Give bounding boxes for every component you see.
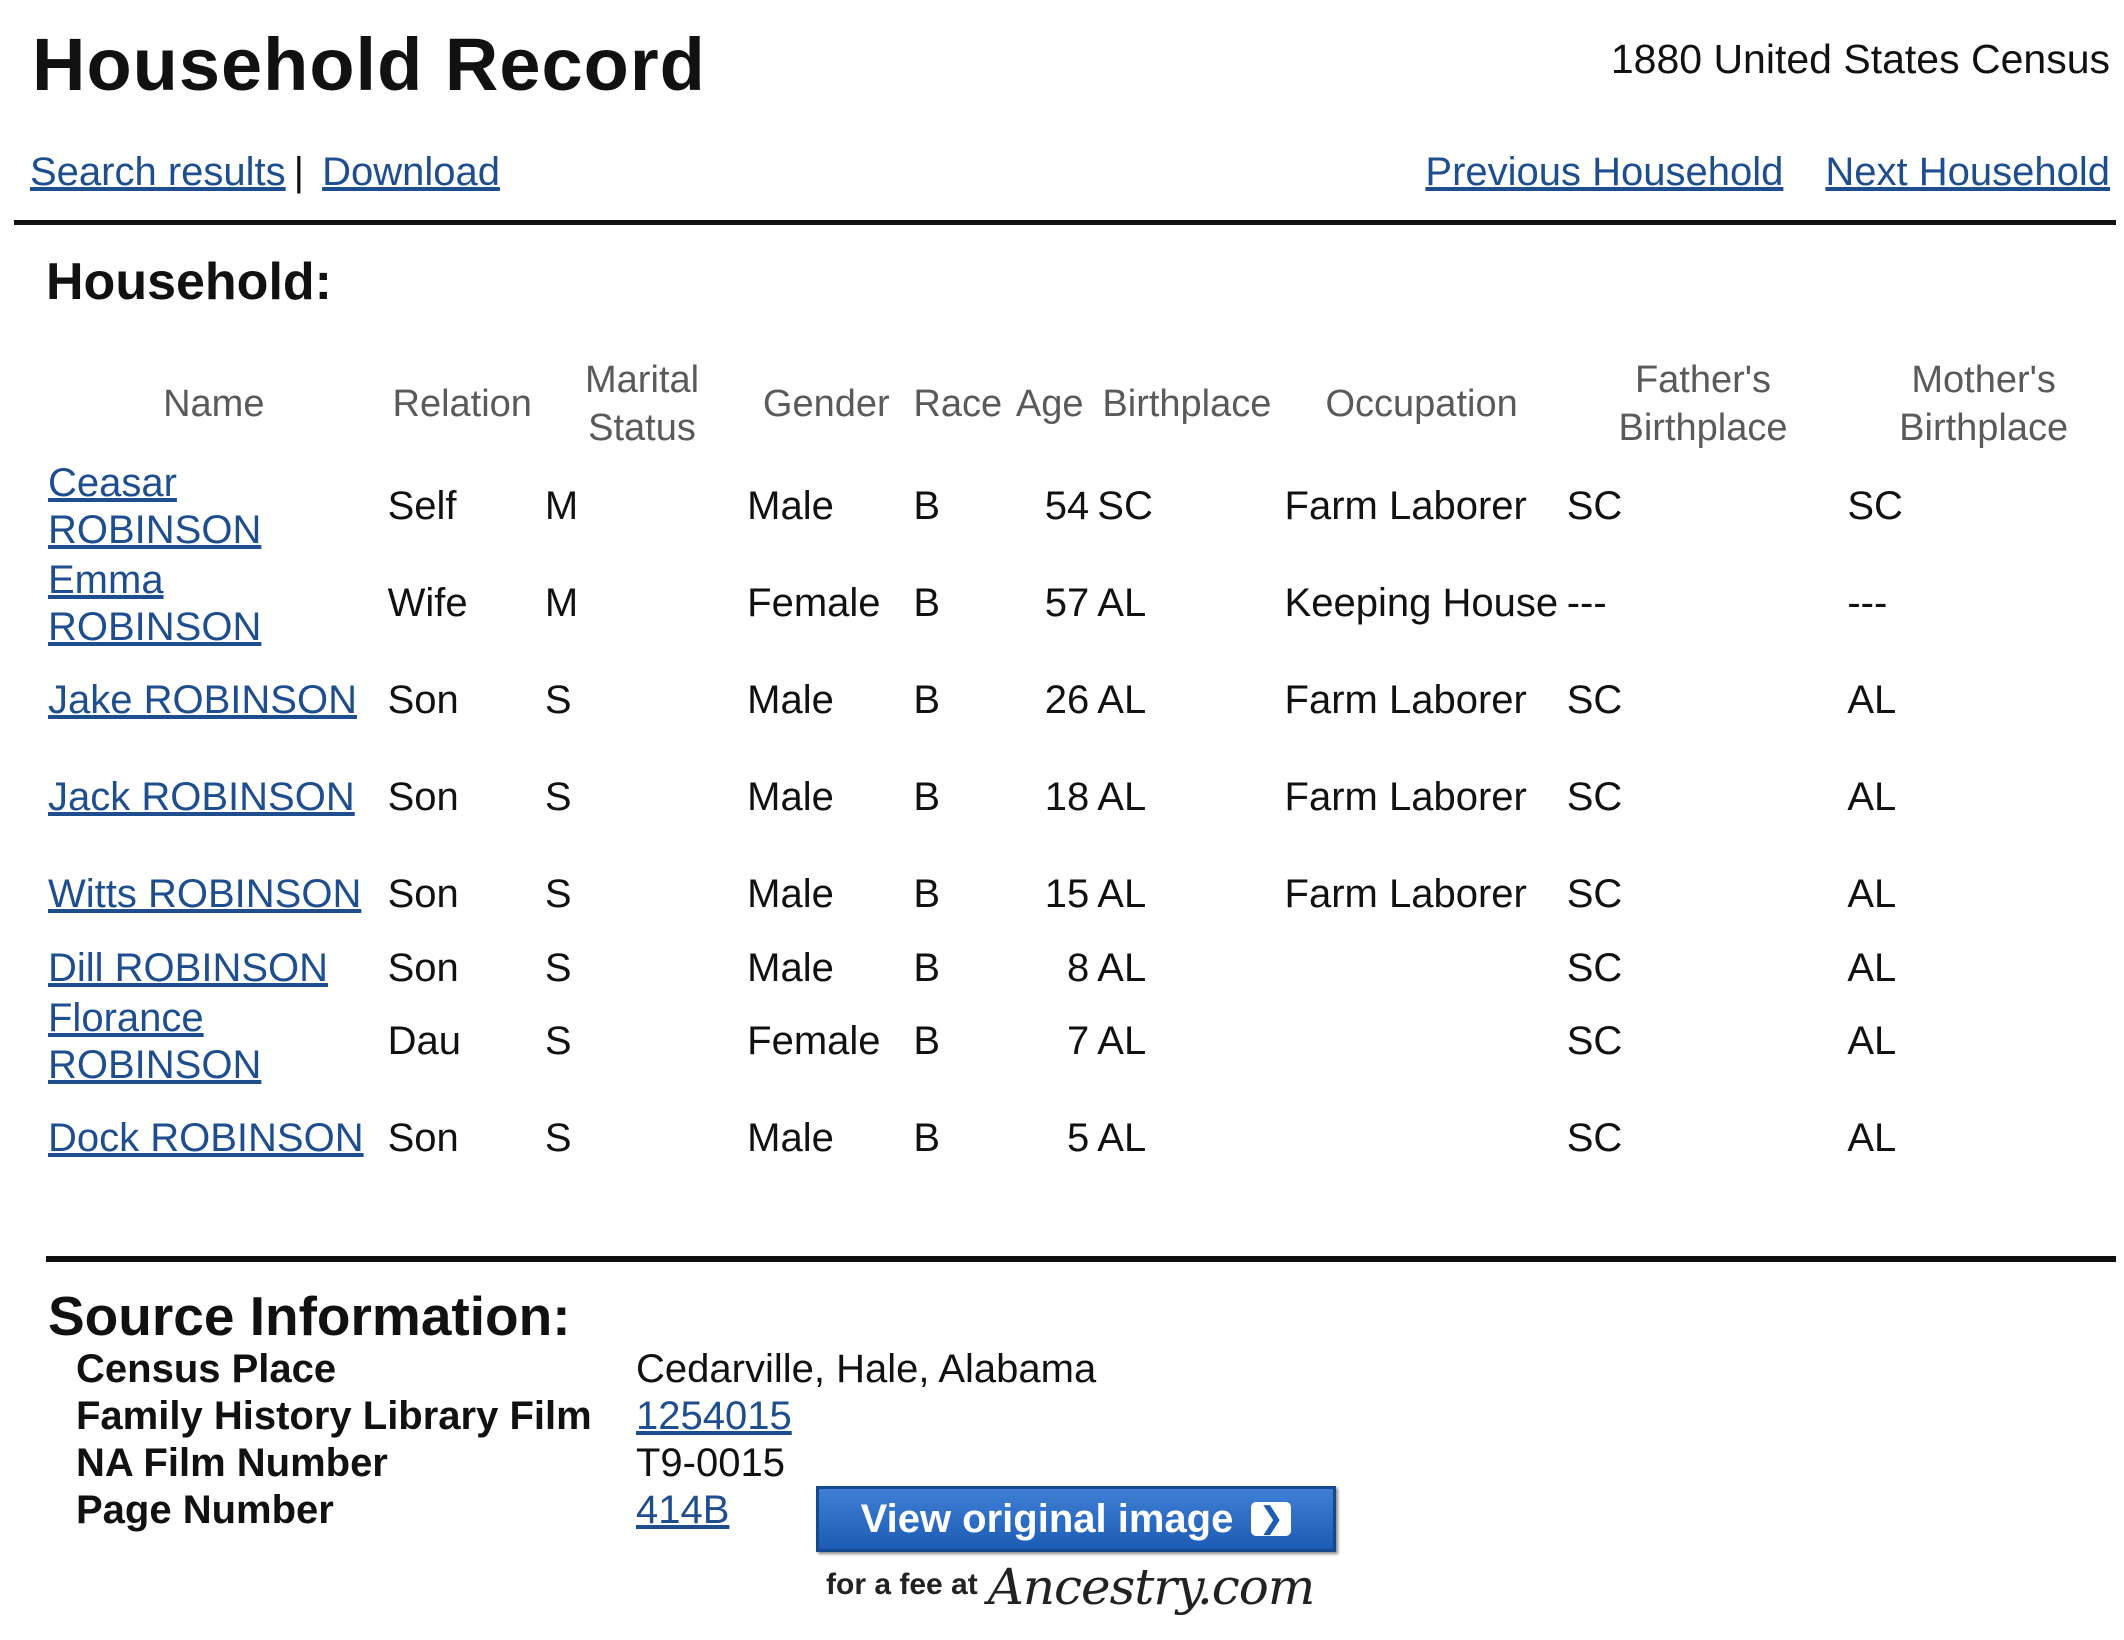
- marital-status-cell: S: [544, 945, 572, 990]
- birthplace-cell: AL: [1097, 1116, 1147, 1160]
- occupation-cell: [1281, 1090, 1563, 1187]
- nav-left: [30, 150, 500, 195]
- fhl-film-label: Family History Library Film: [76, 1394, 592, 1438]
- page-title: Household Record: [32, 23, 706, 106]
- gender-cell: Female: [747, 581, 881, 625]
- table-row: [44, 846, 2124, 943]
- table-row: [44, 555, 2124, 652]
- fathers-birthplace-cell: SC: [1566, 872, 1623, 916]
- fathers-birthplace-cell: ---: [1566, 581, 1607, 625]
- gender-cell: Male: [747, 678, 834, 722]
- arrow-right-icon: ❯: [1251, 1502, 1291, 1536]
- mothers-birthplace-cell: SC: [1847, 484, 1903, 528]
- fathers-birthplace-cell: SC: [1566, 775, 1623, 819]
- page-number-label: Page Number: [76, 1488, 334, 1532]
- gender-cell: Male: [747, 484, 834, 528]
- bottom-divider: [46, 1256, 2116, 1262]
- birthplace-cell: AL: [1097, 1019, 1147, 1063]
- table-row: [44, 993, 2124, 1090]
- occupation-cell: Farm Laborer: [1284, 872, 1527, 916]
- race-cell: B: [913, 678, 941, 722]
- gender-cell: Male: [747, 1116, 834, 1160]
- household-table: [44, 350, 2124, 1187]
- age-cell: 26: [1044, 678, 1090, 722]
- mothers-birthplace-cell: ---: [1847, 581, 1888, 625]
- table-row: [44, 749, 2124, 846]
- occupation-cell: [1281, 943, 1563, 993]
- relation-cell: Self: [387, 484, 457, 528]
- marital-status-cell: M: [544, 581, 579, 625]
- age-cell: 15: [1044, 872, 1090, 916]
- relation-cell: Son: [387, 945, 459, 990]
- household-rows: [44, 458, 2124, 1187]
- age-cell: 5: [1067, 1116, 1090, 1160]
- na-film-value: T9-0015: [636, 1441, 785, 1485]
- member-name-link[interactable]: Dock ROBINSON: [48, 1116, 364, 1160]
- member-name-link[interactable]: Ceasar ROBINSON: [48, 460, 262, 552]
- race-cell: B: [913, 945, 941, 990]
- birthplace-cell: SC: [1097, 484, 1153, 528]
- view-original-image-button[interactable]: [816, 1486, 1336, 1552]
- fathers-birthplace-cell: SC: [1566, 1116, 1623, 1160]
- table-row: [44, 1090, 2124, 1187]
- table-row: [44, 458, 2124, 555]
- census-place-value: Cedarville, Hale, Alabama: [636, 1347, 1097, 1391]
- column-header-mothers-birthplace: Mother's Birthplace: [1899, 359, 2069, 449]
- birthplace-cell: AL: [1097, 581, 1147, 625]
- source-row-census-place: [76, 1346, 1096, 1393]
- source-heading: Source Information:: [48, 1285, 571, 1347]
- search-results-link[interactable]: Search results: [30, 150, 286, 194]
- marital-status-cell: S: [544, 775, 572, 819]
- table-header-row: [44, 350, 2124, 458]
- race-cell: B: [913, 1019, 941, 1063]
- column-header-name: Name: [163, 383, 265, 425]
- mothers-birthplace-cell: AL: [1847, 872, 1897, 916]
- marital-status-cell: S: [544, 1116, 572, 1160]
- occupation-cell: Farm Laborer: [1284, 678, 1527, 722]
- mothers-birthplace-cell: AL: [1847, 678, 1897, 722]
- gender-cell: Female: [747, 1019, 881, 1063]
- nav-right: [1425, 150, 2110, 195]
- gender-cell: Male: [747, 872, 834, 916]
- occupation-cell: Farm Laborer: [1284, 484, 1527, 528]
- column-header-race: Race: [913, 383, 1003, 425]
- marital-status-cell: S: [544, 1019, 572, 1063]
- nav-separator: |: [293, 150, 305, 194]
- occupation-cell: Keeping House: [1284, 581, 1559, 625]
- fathers-birthplace-cell: SC: [1566, 484, 1623, 528]
- column-header-birthplace: Birthplace: [1102, 383, 1272, 425]
- column-header-gender: Gender: [762, 383, 890, 425]
- relation-cell: Dau: [387, 1019, 461, 1063]
- census-name: 1880 United States Census: [1610, 36, 2110, 82]
- birthplace-cell: AL: [1097, 678, 1147, 722]
- member-name-link[interactable]: Jake ROBINSON: [48, 678, 357, 722]
- na-film-label: NA Film Number: [76, 1441, 388, 1485]
- relation-cell: Son: [387, 678, 459, 722]
- occupation-cell: [1281, 993, 1563, 1090]
- age-cell: 57: [1044, 581, 1090, 625]
- relation-cell: Wife: [387, 581, 468, 625]
- previous-household-link[interactable]: Previous Household: [1425, 150, 1784, 194]
- race-cell: B: [913, 484, 941, 528]
- gender-cell: Male: [747, 775, 834, 819]
- birthplace-cell: AL: [1097, 945, 1147, 990]
- source-row-fhl-film: [76, 1393, 1096, 1440]
- view-original-image-label: View original image: [860, 1496, 1234, 1541]
- fhl-film-link[interactable]: 1254015: [636, 1394, 792, 1438]
- source-row-na-film: [76, 1440, 1096, 1487]
- age-cell: 54: [1044, 484, 1090, 528]
- fee-line: [826, 1558, 1314, 1616]
- race-cell: B: [913, 872, 941, 916]
- column-header-occupation: Occupation: [1325, 383, 1518, 425]
- relation-cell: Son: [387, 872, 459, 916]
- table-row: [44, 943, 2124, 993]
- mothers-birthplace-cell: AL: [1847, 945, 1897, 990]
- age-cell: 8: [1067, 945, 1090, 990]
- relation-cell: Son: [387, 1116, 459, 1160]
- top-divider: [14, 220, 2116, 225]
- marital-status-cell: M: [544, 484, 579, 528]
- fathers-birthplace-cell: SC: [1566, 678, 1623, 722]
- member-name-link[interactable]: Dill ROBINSON: [48, 945, 329, 990]
- fathers-birthplace-cell: SC: [1566, 945, 1623, 990]
- fathers-birthplace-cell: SC: [1566, 1019, 1623, 1063]
- download-link[interactable]: Download: [322, 150, 500, 194]
- age-cell: 7: [1067, 1019, 1090, 1063]
- gender-cell: Male: [747, 945, 834, 990]
- race-cell: B: [913, 1116, 941, 1160]
- column-header-relation: Relation: [392, 383, 532, 425]
- mothers-birthplace-cell: AL: [1847, 1019, 1897, 1063]
- ancestry-logo[interactable]: Ancestry.com: [987, 1558, 1315, 1616]
- mothers-birthplace-cell: AL: [1847, 775, 1897, 819]
- table-row: [44, 652, 2124, 749]
- marital-status-cell: S: [544, 678, 572, 722]
- birthplace-cell: AL: [1097, 775, 1147, 819]
- race-cell: B: [913, 775, 941, 819]
- next-household-link[interactable]: Next Household: [1825, 150, 2110, 194]
- race-cell: B: [913, 581, 941, 625]
- occupation-cell: Farm Laborer: [1284, 775, 1527, 819]
- household-heading: Household:: [46, 253, 332, 311]
- member-name-link[interactable]: Witts ROBINSON: [48, 872, 362, 916]
- fee-text: for a fee at: [826, 1568, 978, 1601]
- column-header-marital-status: Marital Status: [585, 359, 700, 449]
- member-name-link[interactable]: Jack ROBINSON: [48, 775, 355, 819]
- relation-cell: Son: [387, 775, 459, 819]
- age-cell: 18: [1044, 775, 1090, 819]
- marital-status-cell: S: [544, 872, 572, 916]
- birthplace-cell: AL: [1097, 872, 1147, 916]
- column-header-fathers-birthplace: Father's Birthplace: [1618, 359, 1788, 449]
- member-name-link[interactable]: Florance ROBINSON: [48, 995, 262, 1087]
- member-name-link[interactable]: Emma ROBINSON: [48, 557, 262, 649]
- census-place-label: Census Place: [76, 1347, 337, 1391]
- mothers-birthplace-cell: AL: [1847, 1116, 1897, 1160]
- page-number-link[interactable]: 414B: [636, 1488, 730, 1532]
- column-header-age: Age: [1015, 383, 1084, 425]
